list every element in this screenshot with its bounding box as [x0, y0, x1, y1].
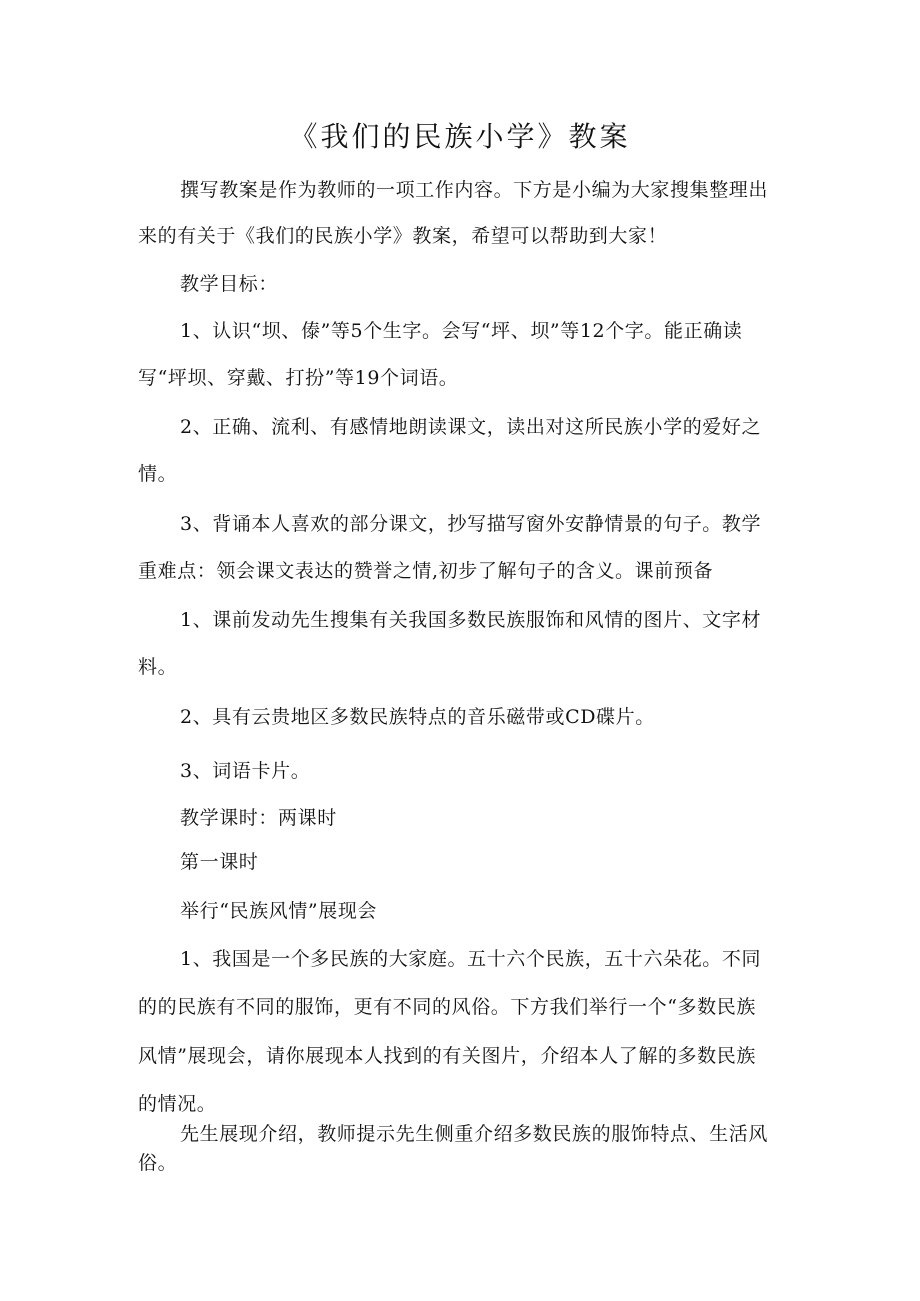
paragraph-line: 的情况。: [138, 1093, 217, 1115]
paragraph-line: 料。: [138, 656, 178, 678]
paragraph-line: 3、词语卡片。: [180, 760, 311, 782]
paragraph-line: 第一课时: [180, 851, 259, 873]
paragraph-line: 教学目标：: [180, 273, 279, 295]
paragraph-line: 1、课前发动先生搜集有关我国多数民族服饰和风情的图片、文字材: [180, 609, 762, 631]
paragraph-line: 重难点：领会课文表达的赞誉之情,初步了解句子的含义。课前预备: [138, 560, 714, 582]
paragraph-line: 风情”展现会，请你展现本人找到的有关图片，介绍本人了解的多数民族: [138, 1045, 756, 1067]
paragraph-line: 3、背诵本人喜欢的部分课文，抄写描写窗外安静情景的句子。教学: [180, 513, 762, 535]
paragraph-line: 来的有关于《我们的民族小学》教案，希望可以帮助到大家！: [138, 225, 668, 247]
paragraph-line: 2、正确、流利、有感情地朗读课文，读出对这所民族小学的爱好之: [180, 416, 762, 438]
document-title: 《我们的民族小学》教案: [289, 120, 631, 153]
paragraph-line: 1、认识“坝、傣”等5个生字。会写“坪、坝”等12个字。能正确读: [180, 320, 743, 342]
paragraph-line: 的的民族有不同的服饰，更有不同的风俗。下方我们举行一个“多数民族: [138, 996, 756, 1018]
paragraph-line: 1、我国是一个多民族的大家庭。五十六个民族，五十六朵花。不同: [180, 948, 762, 970]
paragraph-line: 举行“民族风情”展现会: [180, 900, 378, 922]
paragraph-line: 2、具有云贵地区多数民族特点的音乐磁带或CD碟片。: [180, 706, 655, 728]
paragraph-line: 撰写教案是作为教师的一项工作内容。下方是小编为大家搜集整理出: [180, 179, 769, 201]
paragraph-line: 情。: [138, 463, 178, 485]
paragraph-line: 俗。: [138, 1152, 178, 1174]
paragraph-line: 先生展现介绍，教师提示先生侧重介绍多数民族的服饰特点、生活风: [180, 1123, 769, 1145]
paragraph-line: 教学课时：两课时: [180, 807, 337, 829]
paragraph-line: 写“坪坝、穿戴、打扮”等19个词语。: [138, 367, 459, 389]
